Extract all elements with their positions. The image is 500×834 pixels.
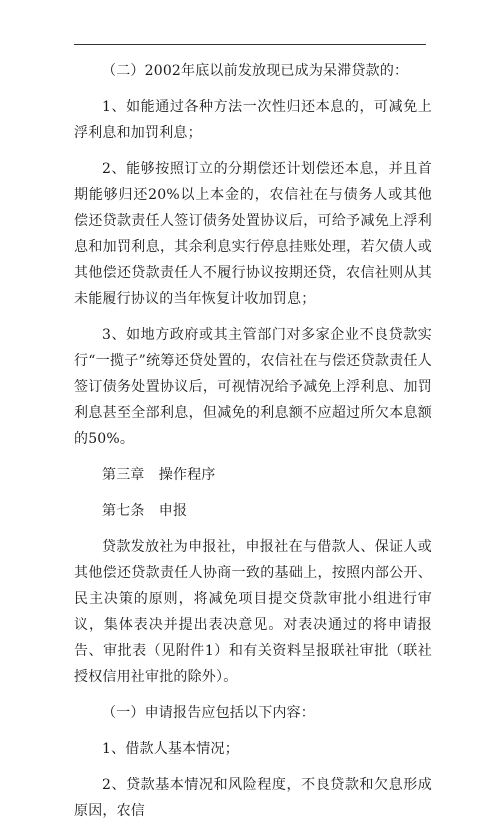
paragraph-report-contents-heading: （一）申请报告应包括以下内容：	[102, 705, 315, 721]
chapter-heading: 第三章 操作程序	[102, 467, 216, 483]
document-body	[74, 58, 432, 834]
paragraph-item-1: 1、如能通过各种方法一次性归还本息的，可减免上浮利息和加罚利息；	[74, 99, 432, 141]
paragraph-report-item-2: 2、贷款基本情况和风险程度，不良贷款和欠息形成原因，农信	[74, 777, 432, 819]
paragraph-item-3: 3、如地方政府或其主管部门对多家企业不良贷款实行“一揽子”统筹还贷处置的，农信社在与偿还贷款责任人签订债务处置协议后，可视情况给予减免上浮利息、加罚利息甚至全部利息，但减免的利息额不应超过所欠本息额的50%。	[74, 327, 432, 447]
article-heading: 第七条 申报	[102, 503, 188, 519]
paragraph-application-procedure: 贷款发放社为申报社，申报社在与借款人、保证人或其他偿还贷款责任人协商一致的基础上，按照内部公开、民主决策的原则，将减免项目提交贷款审批小组进行审议，集体表决并提出表决意见。对表决通过的将申请报告、审批表（见附件1）和有关资料呈报联社审批（联社授权信用社审批的除外）。	[74, 539, 432, 685]
paragraph-report-item-1: 1、借款人基本情况；	[102, 741, 239, 757]
paragraph-item-2: 2、能够按照订立的分期偿还计划偿还本息，并且首期能够归还20%以上本金的，农信社在与债务人或其他偿还贷款责任人签订债务处置协议后，可给予减免上浮利息和加罚利息，其余利息实行停息挂账处理，若欠债人或其他偿还贷款责任人不履行协议按期还贷，农信社则从其未能履行协议的当年恢复计收加罚息；	[74, 161, 432, 307]
header-rule	[74, 44, 426, 45]
paragraph-section-two-heading: （二）2002年底以前发放现已成为呆滞贷款的：	[102, 63, 409, 79]
